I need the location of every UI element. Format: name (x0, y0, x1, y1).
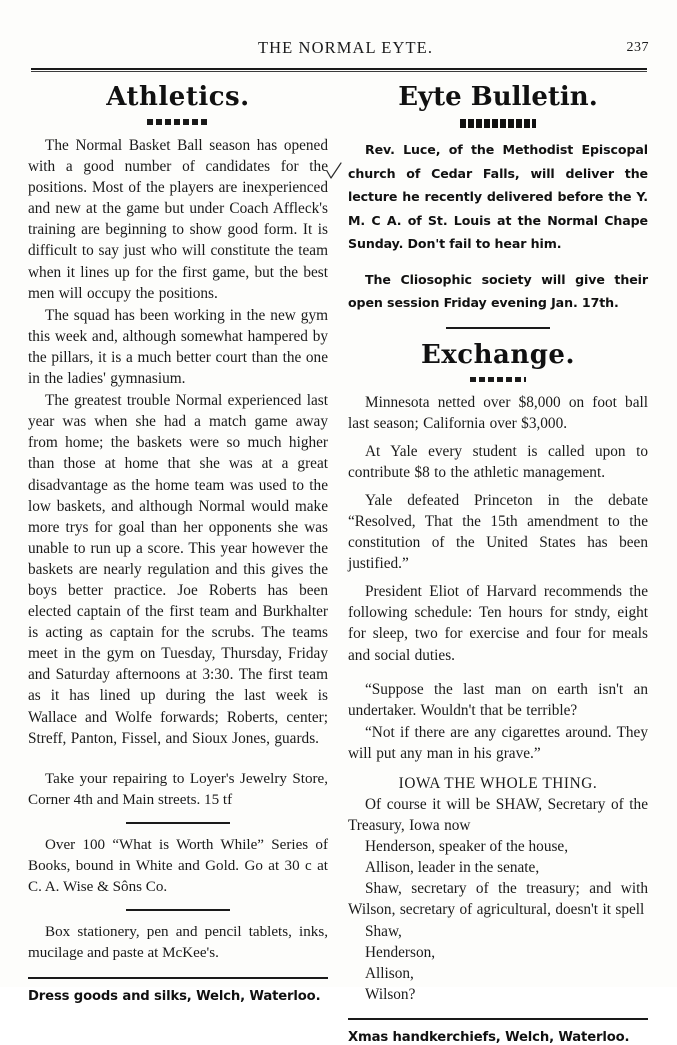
acrostic-subhead: IOWA THE WHOLE THING. (398, 775, 598, 792)
acrostic-name: Shaw, (365, 922, 402, 940)
footer-rule (348, 1018, 648, 1020)
left-column (28, 82, 328, 1004)
footer-advertisement: Dress goods and silks, Welch, Waterloo. (28, 988, 321, 1004)
bulletin-item: Rev. Luce, of the Methodist Episcopal church of Cedar Falls, will deliver the lecture he recently delivered before the Y. M. C A. of St. Louis at the Normal Chape Sunday. Don't fail to hear him. (348, 142, 648, 251)
acrostic-name: Henderson, (365, 943, 436, 961)
publication-title: THE NORMAL EYTE. (257, 38, 434, 57)
ornament-divider (460, 119, 536, 128)
athletics-paragraph: The squad has been working in the new gym this week and, although somewhat hampered by the pillars, it is a much better court than the one in the ladies' gymnasium. (28, 306, 328, 388)
acrostic-name: Wilson? (365, 985, 416, 1003)
athletics-heading: Athletics. (106, 82, 250, 112)
bulletin-item: The Cliosophic society will give their open session Friday evening Jan. 17th. (348, 271, 648, 310)
joke-line: “Suppose the last man on earth isn't an undertaker. Wouldn't that be terrible? (348, 680, 648, 719)
exchange-heading: Exchange. (420, 339, 576, 370)
exchange-item: Minnesota netted over $8,000 on foot ball last season; California over $3,000. (348, 393, 648, 432)
acrostic-line: Allison, leader in the senate, (365, 859, 540, 877)
athletics-paragraph: The Normal Basket Ball season has opened with a good number of candidates for the positions. Most of the players are inexperienced and new at the game but under Coach Affleck's training are beginning to show good form. It is difficult to say just who will constitute the team when it lines up for the first game, but the best men will occupy the positions. (28, 137, 328, 302)
acrostic-line: Shaw, secretary of the treasury; and with Wilson, secretary of agricultural, doesn't it spell (348, 880, 648, 919)
page-number: 237 (626, 40, 649, 55)
advertisement: Over 100 “What is Worth While” Series of Books, bound in White and Gold. Go at 30 c at C. A. Wise & Sôns Co. (28, 836, 328, 895)
advertisement: Box stationery, pen and pencil tablets, inks, mucilage and paste at McKee's. (28, 923, 328, 961)
ad-divider (126, 822, 230, 824)
ornament-divider (470, 377, 526, 382)
exchange-item: At Yale every student is called upon to contribute $8 to the athletic management. (348, 442, 648, 481)
eyte-bulletin-heading: Eyte Bulletin. (398, 82, 598, 112)
advertisement: Take your repairing to Loyer's Jewelry Store, Corner 4th and Main streets. 15 tf (28, 770, 328, 808)
footer-advertisement: Xmas handkerchiefs, Welch, Waterloo. (348, 1029, 630, 1045)
section-divider (446, 327, 550, 329)
exchange-item: Yale defeated Princeton in the debate “Resolved, That the 15th amendment to the constitution of the United States has been justified.” (348, 491, 648, 573)
joke-line: “Not if there are any cigarettes around. They will put any man in his grave.” (348, 723, 648, 762)
acrostic-intro: Of course it will be SHAW, Secretary of the Treasury, Iowa now (348, 796, 648, 835)
handwritten-checkmark (326, 162, 342, 182)
athletics-paragraph: The greatest trouble Normal experienced last year was when she had a match game away from home; the baskets were so much higher than those at home that she was at a great disadvantage as the home team was used to the low baskets, and although Normal would make more trys for goal than her opponents she was unable to run up a score. This year however the baskets are nearly regulation and this gives the boys better practice. Joe Roberts has been elected captain of the first team and Burkhalter is acting as captain for the scrubs. The teams meet in the gym on Tuesday, Thursday, Friday and Saturday afternoons at 3:30. The first team as it has lined up during the last week is Wallace and Wolfe forwards; Roberts, center; Streff, Panton, Fissel, and Sioux Jones, guards. (28, 392, 328, 747)
acrostic-line: Henderson, speaker of the house, (365, 838, 569, 856)
ornament-divider (147, 119, 209, 125)
right-column (348, 82, 648, 1045)
ad-divider (126, 909, 230, 911)
acrostic-name: Allison, (365, 964, 414, 982)
exchange-item: President Eliot of Harvard recommends the following schedule: Ten hours for stndy, eight for sleep, two for exercise and four for meals and social duties. (348, 583, 648, 664)
running-head (40, 38, 651, 64)
header-rule (31, 68, 647, 72)
footer-rule (28, 977, 328, 979)
